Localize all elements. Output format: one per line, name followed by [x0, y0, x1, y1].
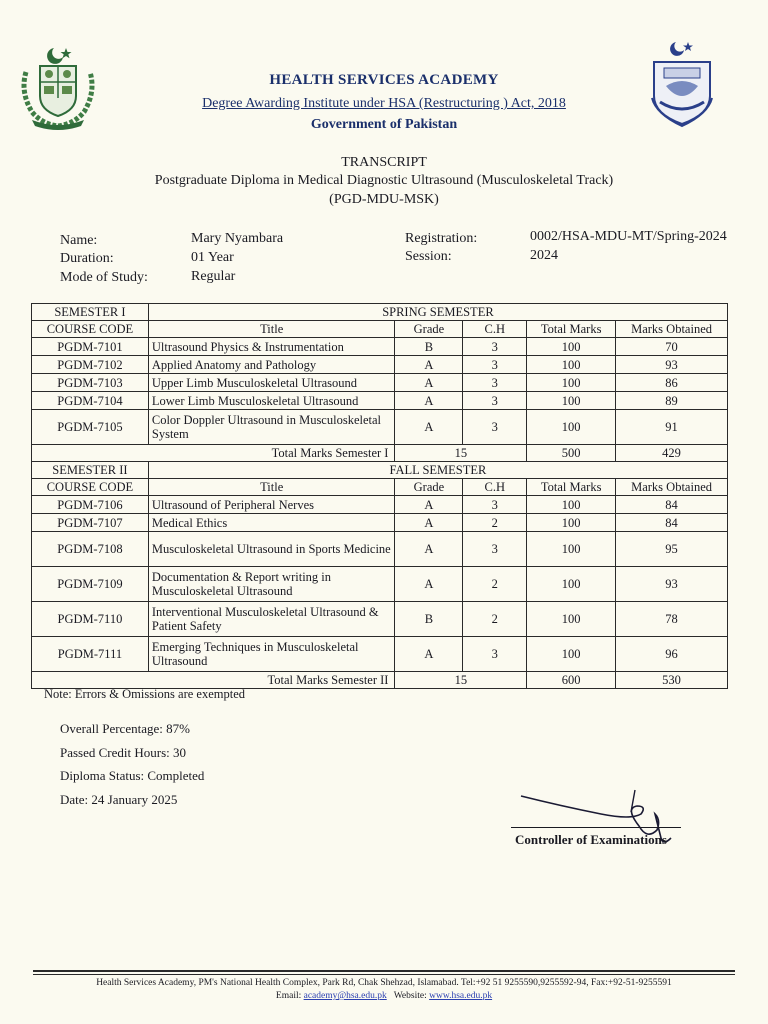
mode-label: Mode of Study:	[60, 270, 148, 285]
course-marks-obtained: 84	[616, 514, 728, 532]
course-code: PGDM-7103	[32, 374, 149, 392]
col-title: Title	[148, 321, 395, 338]
course-title: Ultrasound of Peripheral Nerves	[148, 496, 395, 514]
transcript-heading: TRANSCRIPT	[341, 155, 427, 170]
course-total-marks: 100	[527, 338, 616, 356]
passed-credit-hours: Passed Credit Hours: 30	[60, 745, 187, 760]
course-marks-obtained: 93	[616, 356, 728, 374]
course-row	[32, 637, 728, 672]
col-grade: Grade	[395, 479, 463, 496]
course-marks-obtained: 96	[616, 637, 728, 672]
course-title: Upper Limb Musculoskeletal Ultrasound	[148, 374, 395, 392]
course-marks-obtained: 86	[616, 374, 728, 392]
semester-total-ch: 15	[395, 672, 527, 689]
course-marks-obtained: 93	[616, 567, 728, 602]
course-code: PGDM-7105	[32, 410, 149, 445]
mode-value: Regular	[191, 269, 236, 284]
course-row	[32, 410, 728, 445]
course-total-marks: 100	[527, 374, 616, 392]
course-code: PGDM-7106	[32, 496, 149, 514]
course-title: Emerging Techniques in Musculoskeletal Ultrasound	[148, 637, 395, 672]
course-row	[32, 374, 728, 392]
program-abbreviation: (PGD-MDU-MSK)	[329, 192, 439, 207]
academy-subtitle: Degree Awarding Institute under HSA (Restructuring ) Act, 2018	[202, 96, 566, 111]
semester-total-marks: 500	[527, 445, 616, 462]
semester-total-label: Total Marks Semester I	[32, 445, 395, 462]
course-credit-hours: 2	[463, 514, 527, 532]
course-total-marks: 100	[527, 514, 616, 532]
semester-total-obtained: 530	[616, 672, 728, 689]
course-title: Medical Ethics	[148, 514, 395, 532]
government-label: Government of Pakistan	[310, 117, 458, 132]
course-code: PGDM-7108	[32, 532, 149, 567]
col-grade: Grade	[395, 321, 463, 338]
course-marks-obtained: 91	[616, 410, 728, 445]
course-credit-hours: 3	[463, 496, 527, 514]
course-grade: A	[395, 410, 463, 445]
course-grade: A	[395, 392, 463, 410]
course-row	[32, 496, 728, 514]
footer-contact	[0, 991, 768, 1001]
course-grade: B	[395, 602, 463, 637]
course-code: PGDM-7111	[32, 637, 149, 672]
column-header-row	[32, 479, 728, 496]
overall-percentage: Overall Percentage: 87%	[60, 721, 190, 736]
col-course-code: COURSE CODE	[32, 321, 149, 338]
course-row	[32, 567, 728, 602]
email-label: Email:	[275, 991, 302, 1001]
semester-total-ch: 15	[395, 445, 527, 462]
transcript-table	[31, 303, 728, 689]
course-credit-hours: 3	[463, 637, 527, 672]
course-grade: B	[395, 338, 463, 356]
semester-total-obtained: 429	[616, 445, 728, 462]
course-credit-hours: 3	[463, 356, 527, 374]
session-value: 2024	[530, 248, 558, 263]
course-grade: A	[395, 567, 463, 602]
course-grade: A	[395, 514, 463, 532]
registration-value: 0002/HSA-MDU-MT/Spring-2024	[530, 229, 727, 244]
semester-label: SEMESTER I	[32, 304, 149, 321]
semester-name: FALL SEMESTER	[148, 462, 727, 479]
email-link[interactable]: academy@hsa.edu.pk	[303, 991, 387, 1001]
course-total-marks: 100	[527, 532, 616, 567]
col-credit-hours: C.H	[463, 479, 527, 496]
col-total-marks: Total Marks	[527, 479, 616, 496]
course-total-marks: 100	[527, 392, 616, 410]
name-label: Name:	[60, 233, 98, 248]
course-code: PGDM-7101	[32, 338, 149, 356]
course-grade: A	[395, 532, 463, 567]
course-title: Ultrasound Physics & Instrumentation	[148, 338, 395, 356]
course-row	[32, 392, 728, 410]
course-code: PGDM-7104	[32, 392, 149, 410]
course-credit-hours: 3	[463, 338, 527, 356]
course-title: Documentation & Report writing in Musculoskeletal Ultrasound	[148, 567, 395, 602]
course-total-marks: 100	[527, 602, 616, 637]
semester-label: SEMESTER II	[32, 462, 149, 479]
column-header-row	[32, 321, 728, 338]
duration-label: Duration:	[60, 251, 114, 266]
course-title: Musculoskeletal Ultrasound in Sports Medicine	[148, 532, 395, 567]
diploma-status: Diploma Status: Completed	[60, 768, 205, 783]
semester-total-row	[32, 445, 728, 462]
semester-name: SPRING SEMESTER	[148, 304, 727, 321]
course-code: PGDM-7102	[32, 356, 149, 374]
course-grade: A	[395, 496, 463, 514]
website-label: Website:	[393, 991, 427, 1001]
signature-line	[511, 827, 681, 828]
semester-header-row	[32, 304, 728, 321]
semester-total-label: Total Marks Semester II	[32, 672, 395, 689]
website-link[interactable]: www.hsa.edu.pk	[429, 991, 493, 1001]
course-total-marks: 100	[527, 567, 616, 602]
col-credit-hours: C.H	[463, 321, 527, 338]
course-grade: A	[395, 374, 463, 392]
errors-note: Note: Errors & Omissions are exempted	[44, 687, 245, 701]
course-marks-obtained: 78	[616, 602, 728, 637]
course-title: Applied Anatomy and Pathology	[148, 356, 395, 374]
course-row	[32, 356, 728, 374]
student-name: Mary Nyambara	[191, 231, 284, 246]
course-credit-hours: 3	[463, 392, 527, 410]
course-row	[32, 602, 728, 637]
course-code: PGDM-7110	[32, 602, 149, 637]
course-total-marks: 100	[527, 356, 616, 374]
program-name: Postgraduate Diploma in Medical Diagnostic Ultrasound (Musculoskeletal Track)	[154, 173, 614, 188]
course-total-marks: 100	[527, 410, 616, 445]
course-total-marks: 100	[527, 496, 616, 514]
col-marks-obtained: Marks Obtained	[616, 479, 728, 496]
footer-divider-thin	[33, 974, 735, 975]
col-total-marks: Total Marks	[527, 321, 616, 338]
col-marks-obtained: Marks Obtained	[616, 321, 728, 338]
course-title: Color Doppler Ultrasound in Musculoskeletal System	[148, 410, 395, 445]
course-marks-obtained: 95	[616, 532, 728, 567]
semester-total-row	[32, 672, 728, 689]
course-marks-obtained: 89	[616, 392, 728, 410]
course-marks-obtained: 70	[616, 338, 728, 356]
course-title: Lower Limb Musculoskeletal Ultrasound	[148, 392, 395, 410]
semester-header-row	[32, 462, 728, 479]
course-total-marks: 100	[527, 637, 616, 672]
session-label: Session:	[405, 249, 452, 264]
semester-total-marks: 600	[527, 672, 616, 689]
footer-address: Health Services Academy, PM's National Health Complex, Park Rd, Chak Shehzad, Islamabad. Tel:+92 51 9255590,9255592-94, Fax:+92-51-9255591	[96, 978, 672, 988]
course-code: PGDM-7107	[32, 514, 149, 532]
course-marks-obtained: 84	[616, 496, 728, 514]
course-grade: A	[395, 637, 463, 672]
footer-divider	[33, 970, 735, 972]
col-title: Title	[148, 479, 395, 496]
course-row	[32, 514, 728, 532]
course-row	[32, 338, 728, 356]
course-credit-hours: 3	[463, 532, 527, 567]
course-grade: A	[395, 356, 463, 374]
course-credit-hours: 2	[463, 602, 527, 637]
course-title: Interventional Musculoskeletal Ultrasound & Patient Safety	[148, 602, 395, 637]
registration-label: Registration:	[405, 231, 478, 246]
controller-title: Controller of Examinations	[515, 832, 667, 847]
course-credit-hours: 3	[463, 410, 527, 445]
issue-date: Date: 24 January 2025	[60, 792, 178, 807]
duration-value: 01 Year	[191, 250, 234, 265]
course-row	[32, 532, 728, 567]
course-code: PGDM-7109	[32, 567, 149, 602]
academy-name: HEALTH SERVICES ACADEMY	[269, 72, 499, 88]
course-credit-hours: 2	[463, 567, 527, 602]
course-credit-hours: 3	[463, 374, 527, 392]
col-course-code: COURSE CODE	[32, 479, 149, 496]
